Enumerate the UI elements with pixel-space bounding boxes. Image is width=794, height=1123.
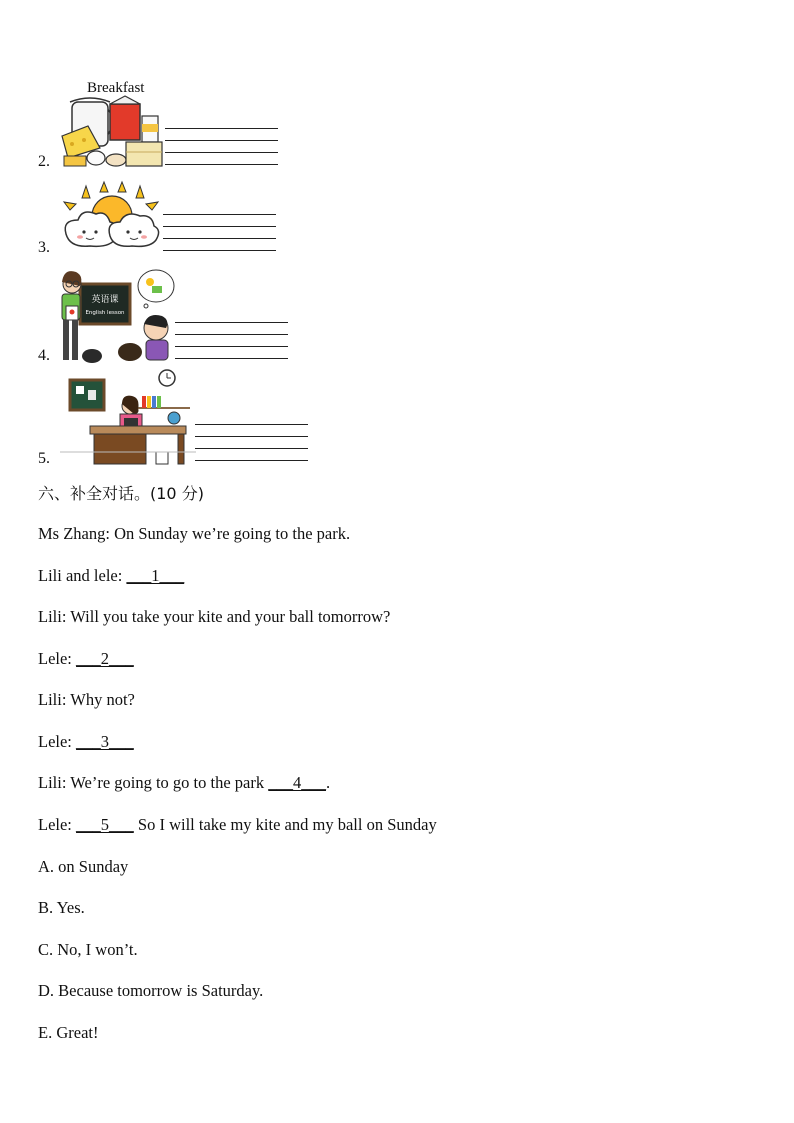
dialogue-line-7 — [38, 773, 330, 793]
line-end: . — [326, 773, 331, 792]
answer-blank-2[interactable]: ___2___ — [76, 649, 134, 668]
dialogue-line-2 — [38, 566, 184, 586]
option-d: D. Because tomorrow is Saturday. — [38, 981, 264, 1000]
line-text: We’re going to go to the park — [70, 773, 265, 792]
board-text-cn: 英语课 — [91, 295, 119, 305]
line-text: Why not? — [70, 690, 135, 709]
speaker: Ms Zhang: — [38, 524, 110, 543]
board-text-en: English lesson — [85, 310, 125, 316]
section-title: 六、补全对话。(10 分) — [38, 484, 204, 503]
dialogue-line-3 — [38, 607, 390, 627]
speaker: Lele: — [38, 649, 72, 668]
option-e: E. Great! — [38, 1023, 99, 1042]
speaker: Lele: — [38, 815, 72, 834]
answer-blank-5[interactable]: ___5___ — [76, 815, 134, 834]
breakfast-label: Breakfast — [87, 80, 145, 96]
dialogue-line-4 — [38, 649, 134, 669]
speaker: Lili: — [38, 690, 67, 709]
dialogue-line-1 — [38, 524, 350, 544]
option-b: B. Yes. — [38, 898, 85, 917]
english-lesson-illustration — [58, 266, 178, 362]
item-number-2: 2. — [38, 153, 50, 170]
sun-clouds-illustration — [60, 184, 162, 254]
line-text: On Sunday we’re going to the park. — [114, 524, 351, 543]
breakfast-illustration — [60, 96, 166, 170]
line-text: Will you take your kite and your ball tomorrow? — [70, 607, 391, 626]
answer-blank-4[interactable]: ___4___ — [268, 773, 326, 792]
item-number-3: 3. — [38, 239, 50, 256]
speaker: Lele: — [38, 732, 72, 751]
speaker: Lili: — [38, 773, 67, 792]
dialogue-line-5 — [38, 690, 135, 710]
office-desk-illustration — [60, 368, 196, 464]
option-a: A. on Sunday — [38, 857, 129, 876]
dialogue-line-6 — [38, 732, 134, 752]
speaker: Lili and lele: — [38, 566, 123, 585]
line-text: So I will take my kite and my ball on Sunday — [137, 815, 437, 834]
speaker: Lili: — [38, 607, 67, 626]
dialogue-line-8 — [38, 815, 437, 835]
item-number-5: 5. — [38, 450, 50, 467]
option-c: C. No, I won’t. — [38, 940, 138, 959]
answer-blank-3[interactable]: ___3___ — [76, 732, 134, 751]
answer-blank-1[interactable]: ___1___ — [126, 566, 185, 585]
item-number-4: 4. — [38, 347, 50, 364]
